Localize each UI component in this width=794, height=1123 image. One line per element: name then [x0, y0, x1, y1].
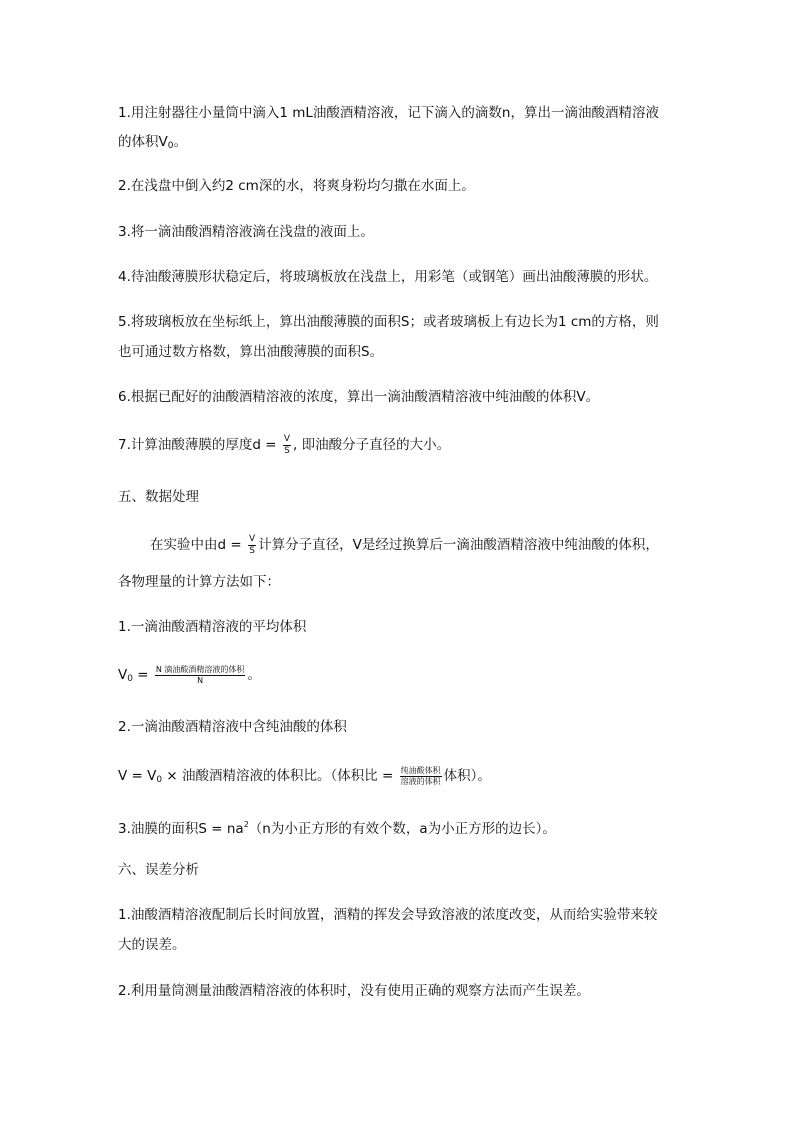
formula-end: 。	[247, 667, 261, 683]
fraction-denominator: N	[197, 675, 204, 685]
intro-text-end: 计算分子直径，V是经过换算后一滴油酸酒精溶液中纯油酸的体积，	[258, 537, 659, 553]
fraction-numerator: V	[283, 433, 291, 444]
volume-ratio-fraction	[400, 767, 442, 786]
data-item-2-formula	[118, 763, 678, 793]
error-1-line-1: 1.油酸酒精溶液配制后长时间放置，酒精的挥发会导致溶液的浓度改变，从而给实验带来较	[118, 907, 658, 923]
step-4: 4.待油酸薄膜形状稳定后，将玻璃板放在浅盘上，用彩笔（或钢笔）画出油酸薄膜的形状。	[118, 269, 658, 285]
fraction-denominator: S	[284, 445, 290, 456]
step-7-text: 7.计算油酸薄膜的厚度d =	[118, 437, 281, 453]
diameter-fraction	[248, 535, 256, 556]
step-7-end: , 即油酸分子直径的大小。	[293, 437, 451, 453]
step-7	[118, 432, 678, 458]
square-superscript: 2	[243, 820, 249, 829]
step-6: 6.根据已配好的油酸酒精溶液的浓度，算出一滴油酸酒精溶液中纯油酸的体积V。	[118, 389, 600, 405]
average-volume-fraction	[155, 666, 246, 685]
data-item-1-formula	[118, 662, 678, 692]
data-item-1-title: 1.一滴油酸酒精溶液的平均体积	[118, 619, 307, 635]
formula-start: V = V	[118, 768, 157, 784]
data-item-3	[118, 815, 678, 839]
v0-subscript: 0	[127, 674, 133, 684]
fraction-denominator: S	[249, 545, 255, 556]
area-formula-note: （n为小正方形的有效个数，a为小正方形的边长）。	[248, 821, 556, 837]
section-5-intro-line-2: 各物理量的计算方法如下：	[118, 574, 280, 590]
formula-middle: × 油酸酒精溶液的体积比。（体积比 =	[162, 768, 398, 784]
formula-end: 体积）。	[443, 768, 491, 784]
section-6-heading: 六、误差分析	[118, 862, 199, 878]
data-item-2-title: 2.一滴油酸酒精溶液中含纯油酸的体积	[118, 719, 347, 735]
step-5-line-2: 也可通过数方格数，算出油酸薄膜的面积S。	[118, 344, 384, 360]
fraction-numerator: 纯油酸体积	[400, 765, 441, 775]
step-1-line-2	[118, 132, 678, 156]
fraction-numerator: N 滴油酸酒精溶液的体积	[155, 664, 245, 674]
formula-equals: =	[132, 667, 153, 683]
fraction-numerator: V	[248, 533, 256, 544]
step-2: 2.在浅盘中倒入约2 cm深的水，将爽身粉均匀撒在水面上。	[118, 178, 475, 194]
error-2: 2.利用量筒测量油酸酒精溶液的体积时，没有使用正确的观察方法而产生误差。	[118, 983, 590, 999]
step-1-text: 的体积V	[118, 134, 168, 150]
thickness-fraction	[283, 435, 291, 456]
v0-subscript: 0	[167, 141, 174, 151]
v0-subscript: 0	[156, 775, 163, 785]
step-1-line-1: 1.用注射器往小量筒中滴入1 mL油酸酒精溶液，记下滴入的滴数n，算出一滴油酸酒精溶液	[118, 105, 659, 121]
step-1-end: 。	[173, 134, 187, 150]
step-5-line-1: 5.将玻璃板放在坐标纸上，算出油酸薄膜的面积S；或者玻璃板上有边长为1 cm的方格，则	[118, 314, 659, 330]
area-formula-text: 3.油膜的面积S = na	[118, 821, 244, 837]
intro-text: 在实验中由d =	[150, 537, 246, 553]
fraction-denominator: 溶液的体积	[400, 776, 441, 786]
step-3: 3.将一滴油酸酒精溶液滴在浅盘的液面上。	[118, 224, 374, 240]
error-1-line-2: 大的误差。	[118, 937, 186, 953]
formula-lhs: V	[118, 667, 128, 683]
section-5-heading: 五、数据处理	[118, 489, 199, 505]
section-5-intro-line-1	[150, 532, 710, 558]
